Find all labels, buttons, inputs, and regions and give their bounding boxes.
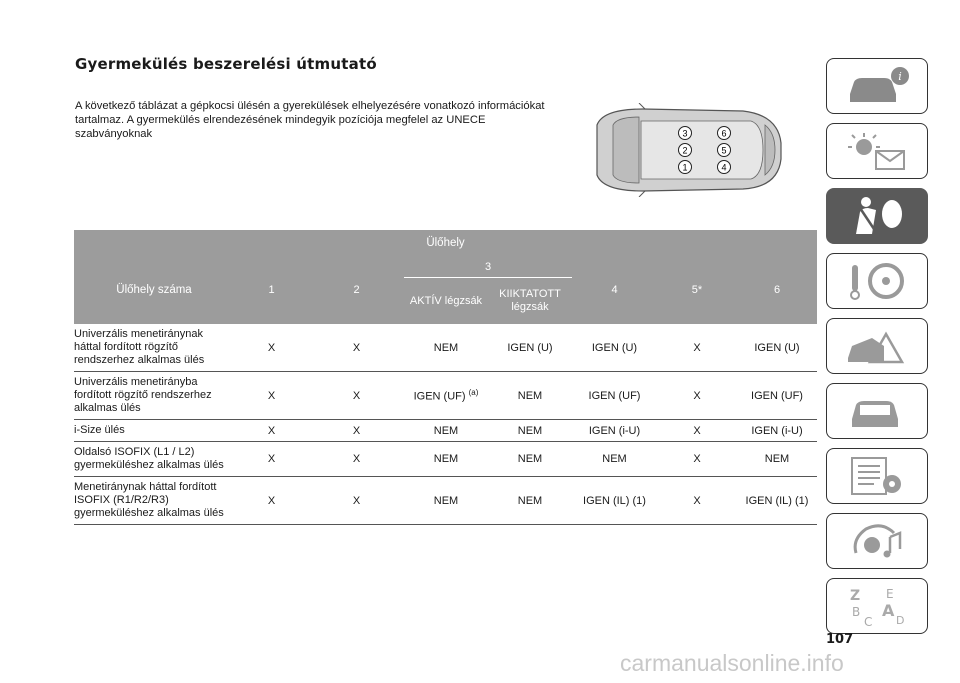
- svg-text:6: 6: [721, 128, 727, 139]
- seat-belt-airbag-icon: [842, 194, 912, 238]
- svg-text:B: B: [852, 605, 861, 619]
- svg-text:3: 3: [682, 128, 688, 139]
- alphabetical-index-icon: [842, 584, 912, 628]
- watermark: carmanualsonline.info: [620, 650, 844, 676]
- svg-text:Z: Z: [850, 588, 861, 604]
- col-header-4: 4: [572, 256, 657, 324]
- page-title: Gyermekülés beszerelési útmutató: [75, 55, 377, 73]
- intro-paragraph: A következő táblázat a gépkocsi ülésén a gyerekülések elhelyezésére vonatkozó információkat tartalmaz. A gyermekülés elrendezésének mindegyik pozíciója megfelel az UNECE szabványoknak: [75, 100, 545, 140]
- footnote-mark: (a): [468, 388, 479, 398]
- svg-text:E: E: [886, 587, 894, 601]
- svg-text:D: D: [896, 614, 905, 627]
- table-row: Menetiránynak háttal fordított ISOFIX (R1/R2/R3) gyermeküléshez alkalmas ülés X X NEM NEM IGEN (IL) (1) X IGEN (IL) (1): [74, 477, 817, 525]
- tab-emergency[interactable]: [826, 318, 928, 374]
- warning-lights-icon: [842, 129, 912, 173]
- svg-text:1: 1: [682, 162, 688, 173]
- multimedia-icon: [842, 519, 912, 563]
- col-header-1: 1: [234, 256, 309, 324]
- svg-text:4: 4: [721, 162, 727, 173]
- col-header-5: 5*: [657, 256, 737, 324]
- svg-text:5: 5: [721, 145, 727, 156]
- technical-data-icon: [842, 454, 912, 498]
- table-row: Univerzális menetirányba fordított rögzítő rendszerhez alkalmas ülés X X IGEN (UF) $^{(a)}$ NEM IGEN (UF) X IGEN (UF): [74, 372, 817, 420]
- svg-text:2: 2: [682, 145, 688, 156]
- tab-technical-data[interactable]: [826, 448, 928, 504]
- table-row: Univerzális menetiránynak háttal fordított rögzítő rendszerhez alkalmas ülés X X NEM IGEN (U) IGEN (U) X IGEN (U): [74, 324, 817, 372]
- car-service-icon: [842, 389, 912, 433]
- tab-car-info[interactable]: [826, 58, 928, 114]
- col-header-6: 6: [737, 256, 817, 324]
- seat-position-header: Ülőhely: [74, 230, 817, 256]
- seat-number-header: Ülőhely száma: [74, 256, 234, 324]
- tab-safety[interactable]: [826, 188, 928, 244]
- car-info-icon: [842, 64, 912, 108]
- tab-service[interactable]: [826, 383, 928, 439]
- tab-multimedia[interactable]: [826, 513, 928, 569]
- car-breakdown-icon: [842, 324, 912, 368]
- steering-wheel-icon: [842, 259, 912, 303]
- tab-warning-lights[interactable]: [826, 123, 928, 179]
- chapter-sidebar: [826, 58, 930, 643]
- child-seat-table: [74, 230, 817, 525]
- table-row: i-Size ülés X X NEM NEM IGEN (i-U) X IGEN (i-U): [74, 420, 817, 442]
- car-seat-diagram: [583, 103, 788, 197]
- col-header-3: 3: [404, 256, 572, 278]
- tab-driving[interactable]: [826, 253, 928, 309]
- svg-text:C: C: [864, 615, 873, 628]
- col-header-2: 2: [309, 256, 404, 324]
- svg-text:A: A: [882, 601, 895, 620]
- page-number: 107: [826, 632, 854, 647]
- tab-index[interactable]: [826, 578, 928, 634]
- airbag-inactive-header: KIIKTATOTT légzsák: [488, 278, 572, 325]
- airbag-active-header: AKTÍV légzsák: [404, 278, 488, 325]
- svg-text:i: i: [898, 70, 902, 83]
- table-row: Oldalsó ISOFIX (L1 / L2) gyermeküléshez alkalmas ülés X X NEM NEM NEM X NEM: [74, 442, 817, 477]
